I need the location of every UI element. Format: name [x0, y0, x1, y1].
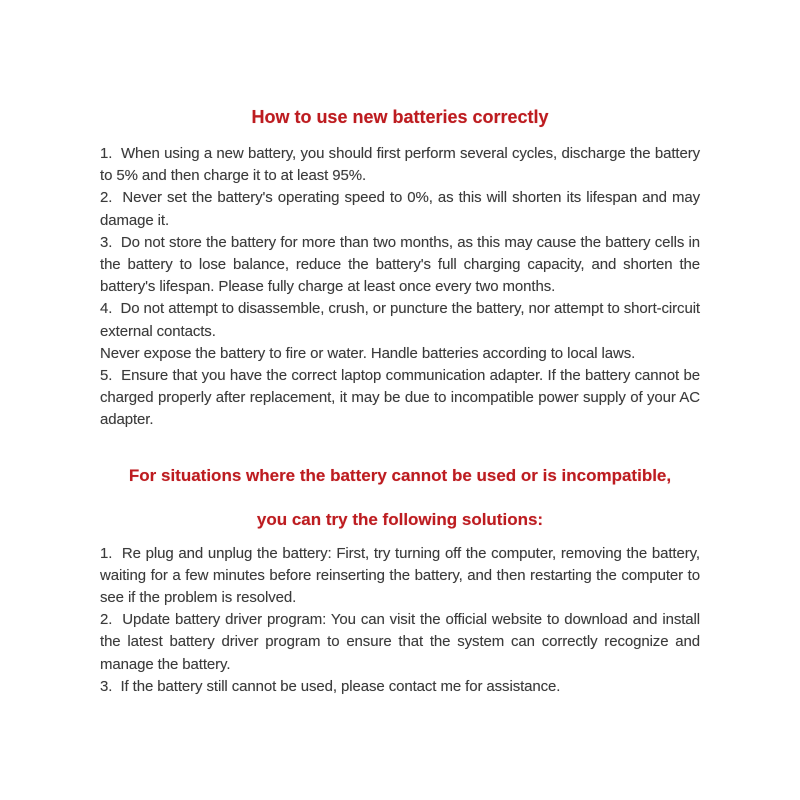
usage-instruction-5: 5. Ensure that you have the correct laptop communication adapter. If the battery cannot be charged properly after replacement, it may be due to incompatible power supply of your AC adapter.: [100, 367, 700, 429]
usage-instructions-list: [100, 143, 700, 432]
solution-item-2: 2. Update battery driver program: You can visit the official website to download and install the latest battery driver program to ensure that the system can correctly recognize and manage the battery.: [100, 611, 700, 673]
usage-instruction-1: 1. When using a new battery, you should first perform several cycles, discharge the battery to 5% and then charge it to at least 95%.: [100, 145, 700, 185]
usage-instruction-4: 4. Do not attempt to disassemble, crush, or puncture the battery, nor attempt to short-circuit external contacts.: [100, 300, 700, 340]
usage-instruction-3: 3. Do not store the battery for more than two months, as this may cause the battery cells in the battery to lose balance, reduce the battery's full charging capacity, and shorten the battery's lifespan. Please fully charge at least once every two months.: [100, 233, 700, 296]
section2-title-line1: For situations where the battery cannot be used or is incompatible,: [128, 465, 672, 485]
solution-item-3: 3. If the battery still cannot be used, please contact me for assistance.: [100, 677, 561, 695]
section1-title: How to use new batteries correctly: [251, 107, 549, 127]
solutions-list: [100, 543, 700, 698]
section2-title-line2: you can try the following solutions:: [256, 509, 544, 529]
solution-item-1: 1. Re plug and unplug the battery: First, try turning off the computer, removing the battery, waiting for a few minutes before reinserting the battery, and then restarting the computer to see if the problem is resolved.: [100, 544, 700, 607]
usage-instruction-safety-note: Never expose the battery to fire or water. Handle batteries according to local laws.: [100, 344, 636, 362]
usage-instruction-2: 2. Never set the battery's operating speed to 0%, as this will shorten its lifespan and may damage it.: [100, 189, 700, 229]
